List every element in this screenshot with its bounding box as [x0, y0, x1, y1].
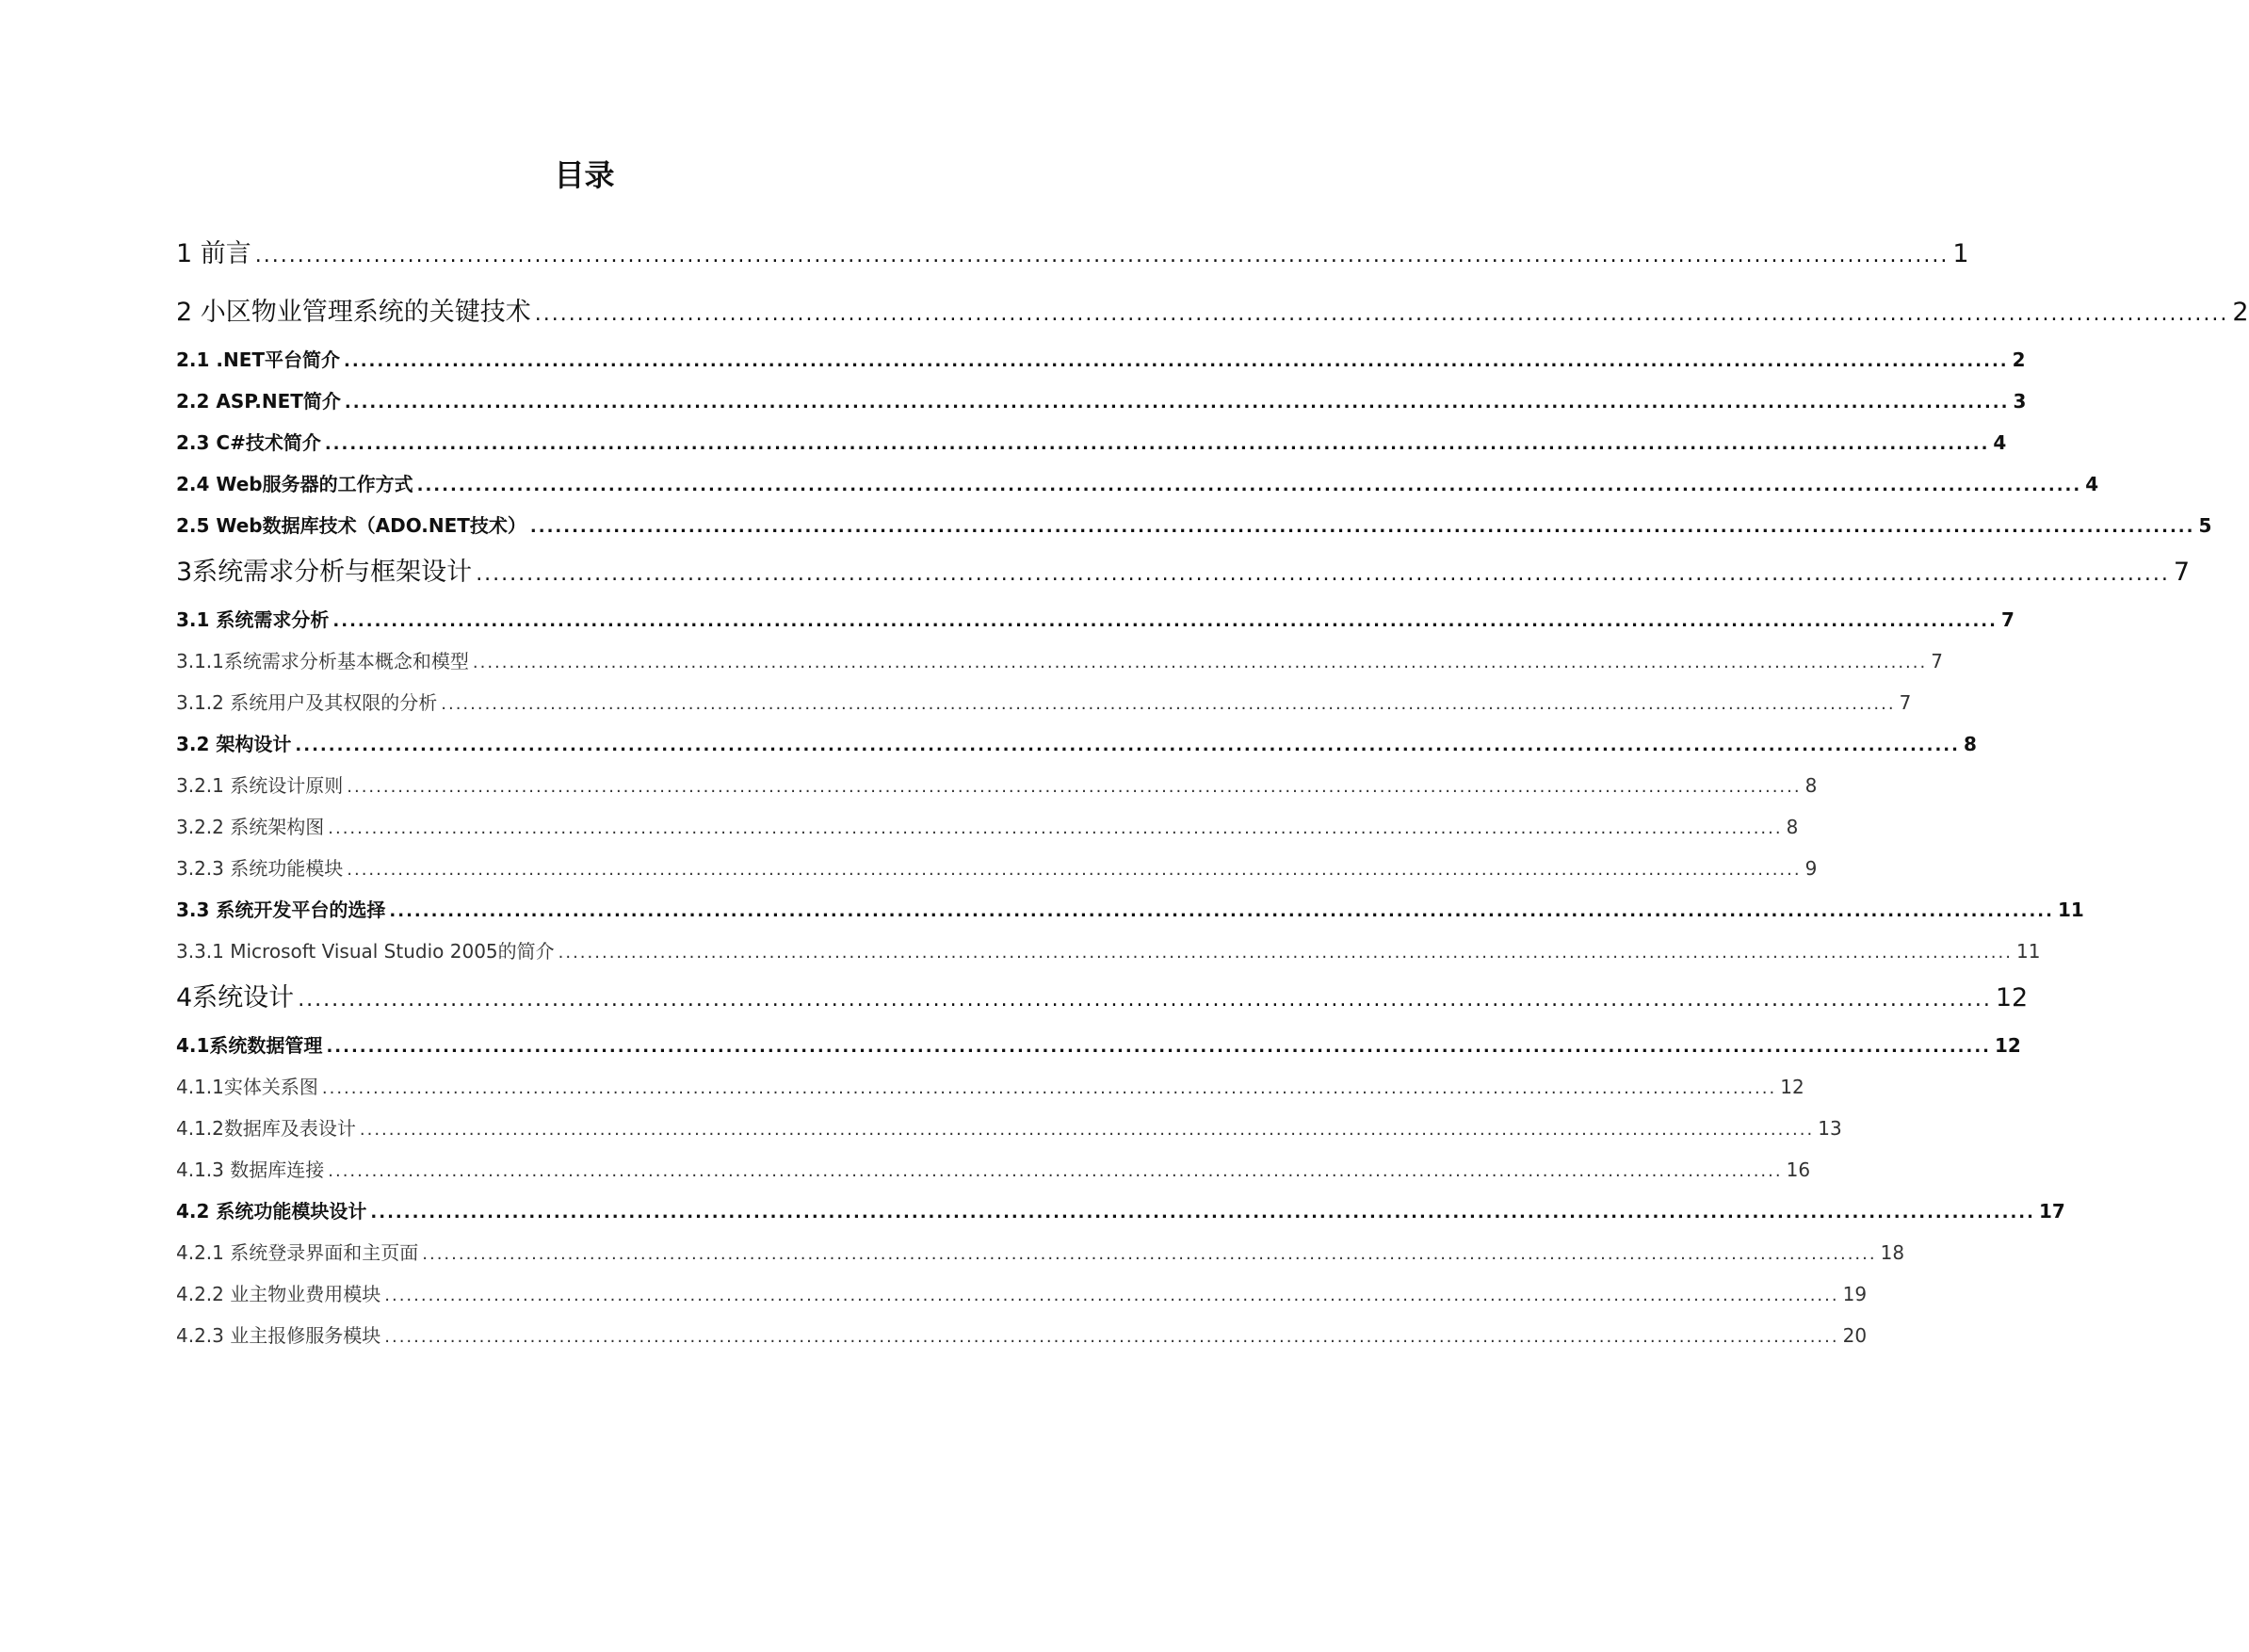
toc-entry[interactable]: [176, 853, 1818, 883]
toc-entry-label: 3.3 系统开发平台的选择: [176, 899, 386, 921]
toc-entry[interactable]: [176, 294, 2249, 332]
toc-leader-dots: ........................................................................................................................................................................................................: [328, 1161, 1783, 1181]
toc-entry-label: 3.1 系统需求分析: [176, 608, 330, 631]
toc-entry-label: 4.2 系统功能模块设计: [176, 1200, 367, 1223]
toc-entry[interactable]: [176, 386, 2027, 416]
toc-entry-page-number: 12: [1995, 1034, 2021, 1057]
toc-leader-dots: ........................................................................................................................................................................................................: [534, 302, 2229, 326]
toc-leader-dots: ........................................................................................................................................................................................................: [344, 393, 2010, 413]
toc-entry-page-number: 9: [1804, 857, 1818, 880]
toc-entry-label: 3.2.2 系统架构图: [176, 816, 325, 838]
toc-entry[interactable]: [176, 1030, 2021, 1061]
toc-leader-dots: ........................................................................................................................................................................................................: [328, 818, 1783, 838]
toc-entry-page-number: 13: [1818, 1117, 1842, 1140]
toc-entry-label: 4系统设计: [176, 983, 295, 1012]
toc-entry[interactable]: [176, 936, 2041, 966]
toc-entry-page-number: 7: [1931, 650, 1943, 672]
toc-entry[interactable]: [176, 510, 2212, 541]
toc-entry[interactable]: [176, 1320, 1868, 1351]
toc-entry-page-number: 8: [1804, 774, 1818, 797]
toc-entry[interactable]: [176, 812, 1799, 842]
toc-entry[interactable]: [176, 1155, 1811, 1185]
toc-entry-label: 2 小区物业管理系统的关键技术: [176, 298, 531, 327]
toc-entry-label: 3.3.1 Microsoft Visual Studio 2005的简介: [176, 940, 555, 963]
toc-entry-page-number: 11: [2015, 940, 2041, 963]
toc-entry-label: 4.2.2 业主物业费用模块: [176, 1283, 381, 1305]
toc-entry-page-number: 12: [1780, 1076, 1804, 1098]
toc-leader-dots: ........................................................................................................................................................................................................: [347, 777, 1802, 797]
toc-entry-page-number: 17: [2038, 1200, 2065, 1223]
toc-entry-page-number: 8: [1786, 816, 1799, 838]
toc-entry-label: 2.3 C#技术简介: [176, 431, 321, 454]
toc-entry-page-number: 8: [1963, 733, 1977, 755]
toc-entry[interactable]: [176, 1113, 1842, 1143]
toc-entry-label: 3系统需求分析与框架设计: [176, 558, 473, 587]
toc-entry-label: 2.5 Web数据库技术（ADO.NET技术）: [176, 514, 526, 537]
toc-leader-dots: ........................................................................................................................................................................................................: [347, 860, 1802, 880]
toc-leader-dots: ........................................................................................................................................................................................................: [416, 476, 2082, 495]
toc-entry-page-number: 11: [2057, 899, 2084, 921]
toc-leader-dots: ........................................................................................................................................................................................................: [422, 1244, 1877, 1264]
toc-entry[interactable]: [176, 1196, 2065, 1226]
toc-entry[interactable]: [176, 605, 2014, 635]
toc-leader-dots: ........................................................................................................................................................................................................: [389, 901, 2054, 921]
toc-entry-page-number: 19: [1842, 1283, 1868, 1305]
toc-leader-dots: ........................................................................................................................................................................................................: [321, 1078, 1777, 1098]
toc-entry[interactable]: [176, 1279, 1868, 1309]
toc-entry-label: 4.2.1 系统登录界面和主页面: [176, 1241, 419, 1264]
toc-entry-page-number: 18: [1880, 1241, 1905, 1264]
toc-entry-label: 4.1.3 数据库连接: [176, 1158, 325, 1181]
toc-entry[interactable]: [176, 646, 1943, 676]
toc-entry-label: 3.1.1系统需求分析基本概念和模型: [176, 650, 469, 672]
toc-entry-page-number: 2: [2012, 348, 2026, 371]
toc-entry-page-number: 4: [1993, 431, 2007, 454]
toc-entry[interactable]: [176, 895, 2084, 925]
toc-entry-page-number: 7: [2173, 558, 2191, 587]
toc-entry[interactable]: [176, 469, 2099, 499]
toc-entry-page-number: 7: [1899, 691, 1912, 714]
toc-entry-page-number: 2: [2232, 298, 2249, 327]
toc-leader-dots: ........................................................................................................................................................................................................: [529, 517, 2195, 537]
toc-leader-dots: ........................................................................................................................................................................................................: [326, 1037, 1992, 1057]
toc-entry[interactable]: [176, 729, 1977, 759]
toc-leader-dots: ........................................................................................................................................................................................................: [324, 434, 1990, 454]
toc-entry-label: 3.2.1 系统设计原则: [176, 774, 344, 797]
toc-entry-label: 2.2 ASP.NET简介: [176, 390, 341, 413]
toc-entry-label: 4.2.3 业主报修服务模块: [176, 1324, 381, 1347]
toc-leader-dots: ........................................................................................................................................................................................................: [441, 694, 1896, 714]
toc-entry-label: 4.1.2数据库及表设计: [176, 1117, 356, 1140]
toc-leader-dots: ........................................................................................................................................................................................................: [344, 351, 2009, 371]
toc-entry[interactable]: [176, 345, 2026, 375]
toc-entry-page-number: 1: [1952, 239, 1969, 268]
toc-leader-dots: ........................................................................................................................................................................................................: [558, 943, 2013, 963]
toc-entry-page-number: 4: [2085, 473, 2099, 495]
toc-entry[interactable]: [176, 1238, 1905, 1268]
toc-leader-dots: ........................................................................................................................................................................................................: [295, 736, 1960, 755]
toc-leader-dots: ........................................................................................................................................................................................................: [384, 1286, 1839, 1305]
toc-entry-label: 4.1系统数据管理: [176, 1034, 323, 1057]
toc-entry-label: 4.1.1实体关系图: [176, 1076, 318, 1098]
toc-leader-dots: ........................................................................................................................................................................................................: [476, 562, 2170, 586]
toc-leader-dots: ........................................................................................................................................................................................................: [332, 611, 1998, 631]
toc-entry[interactable]: [176, 1072, 1804, 1102]
toc-entry[interactable]: [176, 980, 2029, 1017]
toc-entry-page-number: 16: [1786, 1158, 1811, 1181]
toc-leader-dots: ........................................................................................................................................................................................................: [370, 1203, 2035, 1223]
toc-entry-page-number: 12: [1995, 983, 2029, 1012]
toc-leader-dots: ........................................................................................................................................................................................................: [384, 1327, 1839, 1347]
toc-leader-dots: ........................................................................................................................................................................................................: [472, 653, 1928, 672]
toc-entry-label: 1 前言: [176, 239, 251, 268]
toc-entry-page-number: 20: [1842, 1324, 1868, 1347]
toc-entry[interactable]: [176, 428, 2007, 458]
toc-leader-dots: ........................................................................................................................................................................................................: [298, 988, 1992, 1012]
toc-entry-page-number: 7: [2000, 608, 2014, 631]
toc-entry[interactable]: [176, 688, 1912, 718]
toc-entry-label: 3.2.3 系统功能模块: [176, 857, 344, 880]
toc-entry-label: 3.1.2 系统用户及其权限的分析: [176, 691, 438, 714]
toc-entry-label: 2.1 .NET平台简介: [176, 348, 341, 371]
toc-entry-label: 2.4 Web服务器的工作方式: [176, 473, 413, 495]
toc-entry-page-number: 3: [2013, 390, 2027, 413]
toc-entry-label: 3.2 架构设计: [176, 733, 292, 755]
toc-leader-dots: ........................................................................................................................................................................................................: [254, 244, 1950, 267]
toc-entry-page-number: 5: [2198, 514, 2212, 537]
toc-entry[interactable]: [176, 235, 1969, 273]
toc-entry[interactable]: [176, 554, 2191, 591]
toc-leader-dots: ........................................................................................................................................................................................................: [359, 1120, 1815, 1140]
page-title: 目录: [554, 157, 615, 193]
toc-entry[interactable]: [176, 770, 1818, 801]
